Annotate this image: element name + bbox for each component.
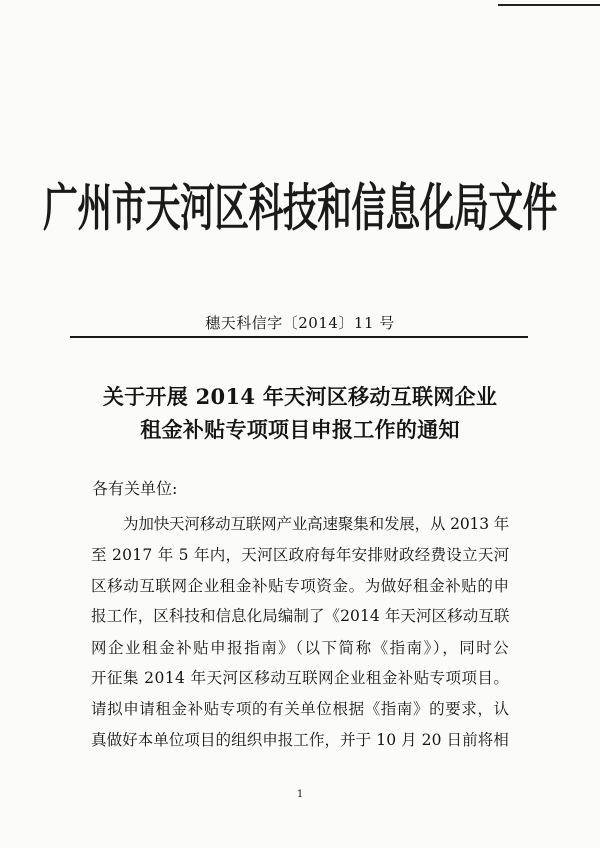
salutation: 各有关单位: [92, 479, 178, 498]
body-line: 至 2017 年 5 年内，天河区政府每年安排财政经费设立天河 [91, 546, 510, 564]
body-line: 开征集 2014 年天河区移动互联网企业租金补贴专项项目。 [91, 669, 510, 687]
body-line: 为加快天河移动互联网产业高速聚集和发展，从 2013 年 [123, 515, 510, 533]
body-line: 真做好本单位项目的组织申报工作，并于 10 月 20 日前将相 [91, 731, 509, 749]
notice-title-line2: 租金补贴专项项目申报工作的通知 [140, 417, 460, 442]
notice-title-line1: 关于开展 2014 年天河区移动互联网企业 [102, 384, 498, 409]
header-divider [70, 336, 528, 338]
scan-edge-mark [498, 4, 600, 6]
body-line: 区移动互联网企业租金补贴专项资金。为做好租金补贴的申 [91, 577, 510, 595]
page-number: 1 [296, 789, 304, 800]
body-line: 请拟申请租金补贴专项的有关单位根据《指南》的要求，认 [91, 700, 510, 718]
agency-title: 广州市天河区科技和信息化局文件 [43, 178, 557, 239]
body-line: 报工作，区科技和信息化局编制了《2014 年天河区移动互联 [91, 607, 510, 625]
document-number: 穗天科信字〔2014〕11 号 [205, 314, 395, 332]
body-line: 网企业租金补贴申报指南》（以下简称《指南》），同时公 [91, 639, 511, 657]
